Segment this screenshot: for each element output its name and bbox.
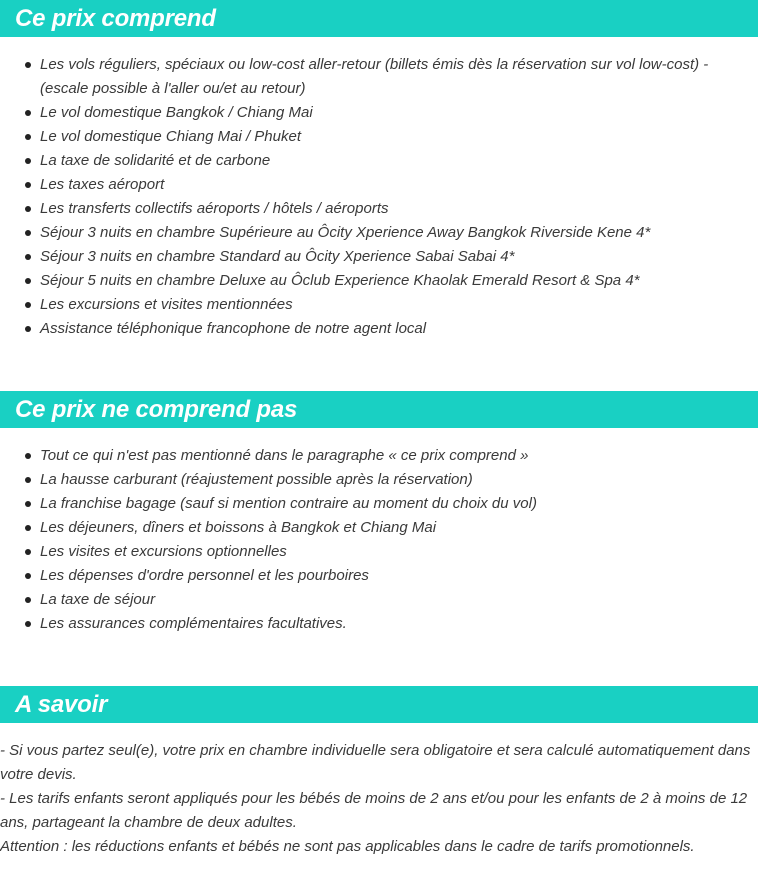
list-item: Assistance téléphonique francophone de notre agent local <box>0 317 740 341</box>
list-item: La hausse carburant (réajustement possible après la réservation) <box>0 468 740 492</box>
list-item: Séjour 3 nuits en chambre Standard au Ôcity Xperience Sabai Sabai 4* <box>0 245 740 269</box>
list-item: La taxe de solidarité et de carbone <box>0 149 740 173</box>
info-notes <box>0 739 752 859</box>
list-item: La taxe de séjour <box>0 588 740 612</box>
list-item: Les visites et excursions optionnelles <box>0 540 740 564</box>
section-header-excluded <box>0 391 758 428</box>
list-item: Les dépenses d'ordre personnel et les pourboires <box>0 564 740 588</box>
list-item: Les taxes aéroport <box>0 173 740 197</box>
list-item: Les excursions et visites mentionnées <box>0 293 740 317</box>
section-title-info: A savoir <box>15 691 108 718</box>
list-item: Les assurances complémentaires facultatives. <box>0 612 740 636</box>
section-title-included: Ce prix comprend <box>15 5 216 32</box>
list-item: Tout ce qui n'est pas mentionné dans le paragraphe « ce prix comprend » <box>0 444 740 468</box>
list-item: Séjour 5 nuits en chambre Deluxe au Ôclub Experience Khaolak Emerald Resort & Spa 4* <box>0 269 740 293</box>
list-item: Le vol domestique Bangkok / Chiang Mai <box>0 101 740 125</box>
included-list <box>0 53 740 341</box>
info-note: - Les tarifs enfants seront appliqués pour les bébés de moins de 2 ans et/ou pour les enfants de 2 à moins de 12 ans, partageant la chambre de deux adultes. <box>0 790 748 831</box>
excluded-list <box>0 444 740 636</box>
list-item: Les transferts collectifs aéroports / hôtels / aéroports <box>0 197 740 221</box>
list-item: Le vol domestique Chiang Mai / Phuket <box>0 125 740 149</box>
list-item: Les déjeuners, dîners et boissons à Bangkok et Chiang Mai <box>0 516 740 540</box>
list-item: Les vols réguliers, spéciaux ou low-cost aller-retour (billets émis dès la réservation sur vol low-cost) - (escale possible à l'aller ou/et au retour) <box>0 53 740 101</box>
section-title-excluded: Ce prix ne comprend pas <box>15 396 298 423</box>
info-note: Attention : les réductions enfants et bébés ne sont pas applicables dans le cadre de tarifs promotionnels. <box>0 838 695 855</box>
section-header-included <box>0 0 758 37</box>
section-header-info <box>0 686 758 723</box>
list-item: Séjour 3 nuits en chambre Supérieure au Ôcity Xperience Away Bangkok Riverside Kene 4* <box>0 221 740 245</box>
info-note: - Si vous partez seul(e), votre prix en chambre individuelle sera obligatoire et sera calculé automatiquement dans votre devis. <box>0 742 751 783</box>
list-item: La franchise bagage (sauf si mention contraire au moment du choix du vol) <box>0 492 740 516</box>
